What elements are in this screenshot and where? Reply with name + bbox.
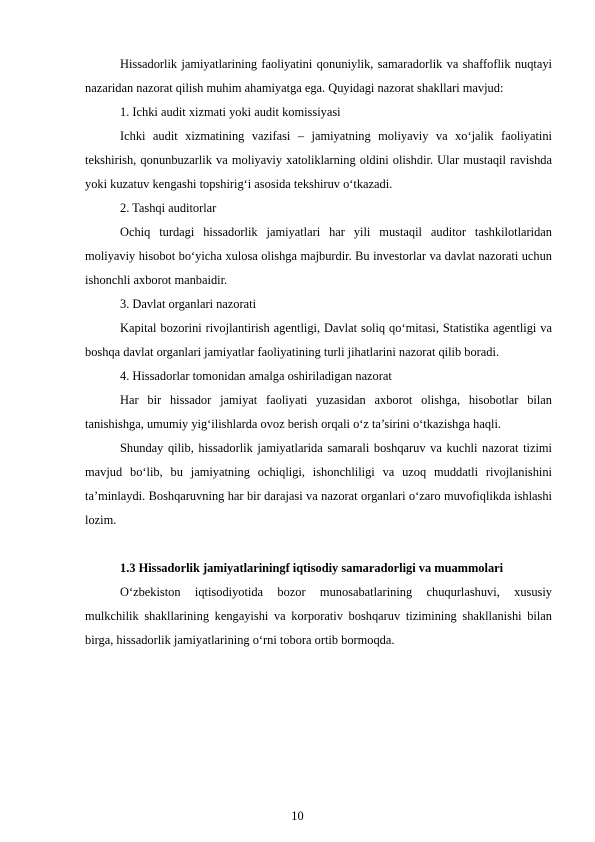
item-4-paragraph: Har bir hissador jamiyat faoliyati yuzasidan axborot olishga, hisobotlar bilan tanishishga, umumiy yig‘ilishlarda ovoz berish orqali o‘z ta’sirini o‘tkazishga haqli. [85,393,552,431]
document-page [85,52,552,652]
intro-paragraph: Hissadorlik jamiyatlarining faoliyatini qonuniylik, samaradorlik va shaffoflik nuqtayi nazaridan nazorat qilish muhim ahamiyatga ega. Quyidagi nazorat shakllari mavjud: [85,57,552,95]
conclusion-paragraph: Shunday qilib, hissadorlik jamiyatlarida samarali boshqaruv va kuchli nazorat tizimi mavjud bo‘lib, bu jamiyatning ochiqligi, ishonchliligi va uzoq muddatli rivojlanishini ta’minlaydi. Boshqaruvning har bir darajasi va nazorat organlari o‘zaro muvofiqlikda ishlashi lozim. [85,441,552,527]
item-2-title: 2. Tashqi auditorlar [120,201,217,215]
section-heading: 1.3 Hissadorlik jamiyatlariningf iqtisodiy samaradorligi va muammolari [120,561,504,575]
blank-line [85,532,552,556]
item-4-title: 4. Hissadorlar tomonidan amalga oshiriladigan nazorat [120,369,392,383]
page-number: 10 [291,809,304,823]
item-1-paragraph: Ichki audit xizmatining vazifasi – jamiyatning moliyaviy va xo‘jalik faoliyatini tekshirish, qonunbuzarlik va moliyaviy xatoliklarning oldini olishdir. Ular mustaqil ravishda yoki kuzatuv kengashi topshirig‘i asosida tekshiruv o‘tkazadi. [85,129,552,191]
section-paragraph: O‘zbekiston iqtisodiyotida bozor munosabatlarining chuqurlashuvi, xususiy mulkchilik shakllarining kengayishi va korporativ boshqaruv tizimining shakllanishi bilan birga, hissadorlik jamiyatlarining o‘rni tobora ortib bormoqda. [85,585,552,647]
item-1-title: 1. Ichki audit xizmati yoki audit komissiyasi [120,105,341,119]
item-3-title: 3. Davlat organlari nazorati [120,297,257,311]
item-2-paragraph: Ochiq turdagi hissadorlik jamiyatlari har yili mustaqil auditor tashkilotlaridan moliyaviy hisobot bo‘yicha xulosa olishga majburdir. Bu investorlar va davlat nazorati uchun ishonchli axborot manbaidir. [85,225,552,287]
item-3-paragraph: Kapital bozorini rivojlantirish agentligi, Davlat soliq qo‘mitasi, Statistika agentligi va boshqa davlat organlari jamiyatlar faoliyatining turli jihatlarini nazorat qilib boradi. [85,321,552,359]
